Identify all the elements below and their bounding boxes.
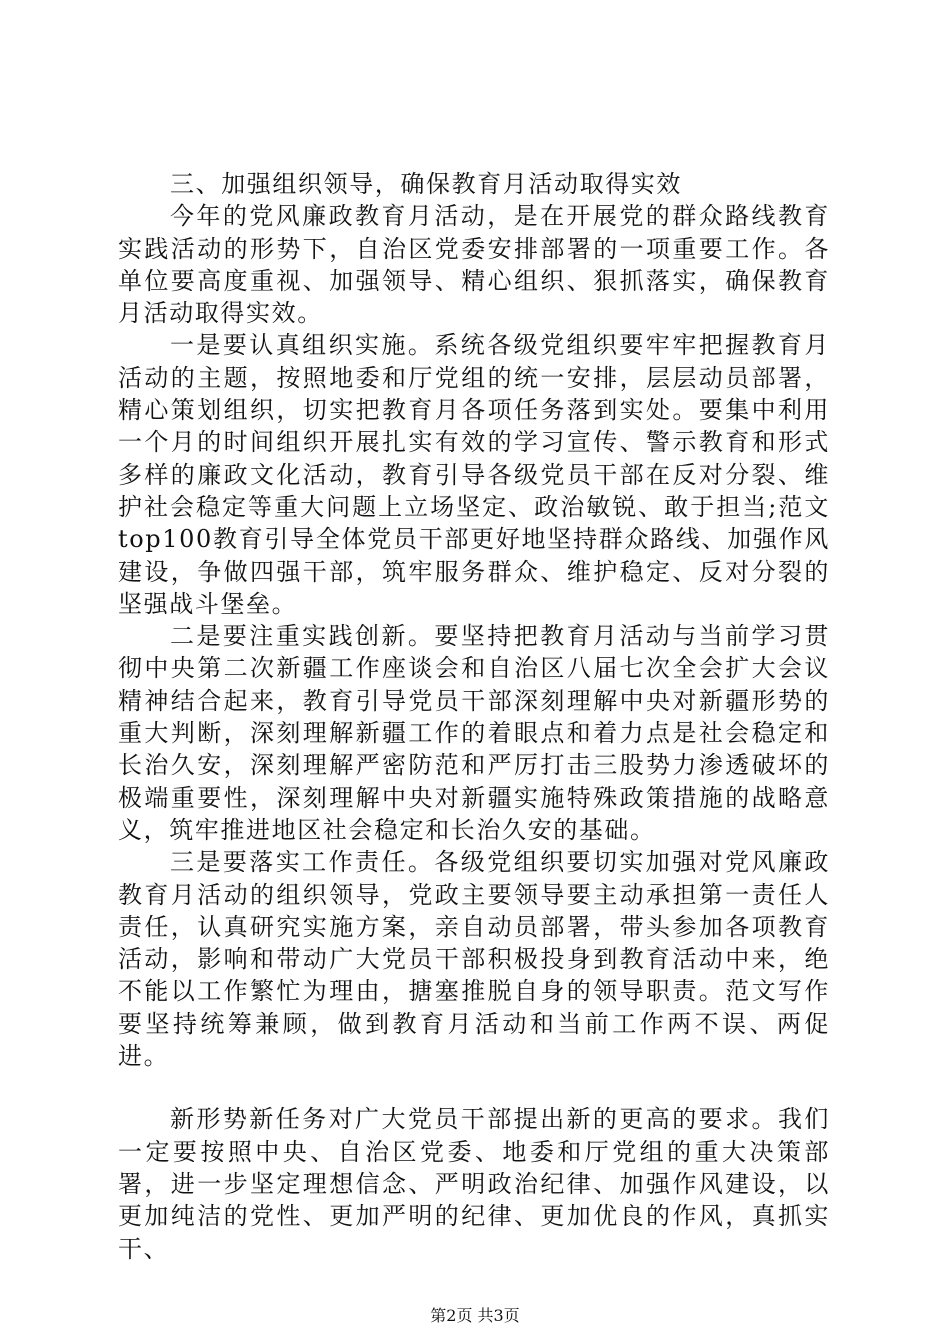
page-number-footer: 第2页 共3页 [430,1306,520,1325]
paragraph-point-one: 一是要认真组织实施。系统各级党组织要牢牢把握教育月活动的主题，按照地委和厅党组的统一安排，层层动员部署，精心策划组织，切实把教育月各项任务落到实处。要集中利用一个月的时间组织开展扎实有效的学习宣传、警示教育和形式多样的廉政文化活动，教育引导各级党员干部在反对分裂、维护社会稳定等重大问题上立场坚定、政治敏锐、敢于担当;范文top100教育引导全体党员干部更好地坚持群众路线、加强作风建设，争做四强干部，筑牢服务群众、维护稳定、反对分裂的坚强战斗堡垒。 [118,331,830,618]
paragraph-point-two: 二是要注重实践创新。要坚持把教育月活动与当前学习贯彻中央第二次新疆工作座谈会和自治区八届七次全会扩大会议精神结合起来，教育引导党员干部深刻理解中央对新疆形势的重大判断，深刻理解新疆工作的着眼点和着力点是社会稳定和长治久安，深刻理解严密防范和严厉打击三股势力渗透破坏的极端重要性，深刻理解中央对新疆实施特殊政策措施的战略意义，筑牢推进地区社会稳定和长治久安的基础。 [118,622,830,844]
paragraph-gap [118,1072,830,1103]
paragraph-point-three: 三是要落实工作责任。各级党组织要切实加强对党风廉政教育月活动的组织领导，党政主要领导要主动承担第一责任人责任，认真研究实施方案，亲自动员部署，带头参加各项教育活动，影响和带动广大党员干部积极投身到教育活动中来，绝不能以工作繁忙为理由，搪塞推脱自身的领导职责。范文写作要坚持统筹兼顾，做到教育月活动和当前工作两不误、两促进。 [118,848,830,1071]
paragraph-closing: 新形势新任务对广大党员干部提出新的更高的要求。我们一定要按照中央、自治区党委、地委和厅党组的重大决策部署，进一步坚定理想信念、严明政治纪律、加强作风建设，以更加纯洁的党性、更加严明的纪律、更加优良的作风，真抓实干、 [118,1105,830,1263]
section-heading: 三、加强组织领导，确保教育月活动取得实效 [170,170,682,198]
paragraph-intro: 今年的党风廉政教育月活动，是在开展党的群众路线教育实践活动的形势下，自治区党委安排部署的一项重要工作。各单位要高度重视、加强领导、精心组织、狠抓落实，确保教育月活动取得实效。 [118,202,830,328]
document-body [118,168,830,1265]
